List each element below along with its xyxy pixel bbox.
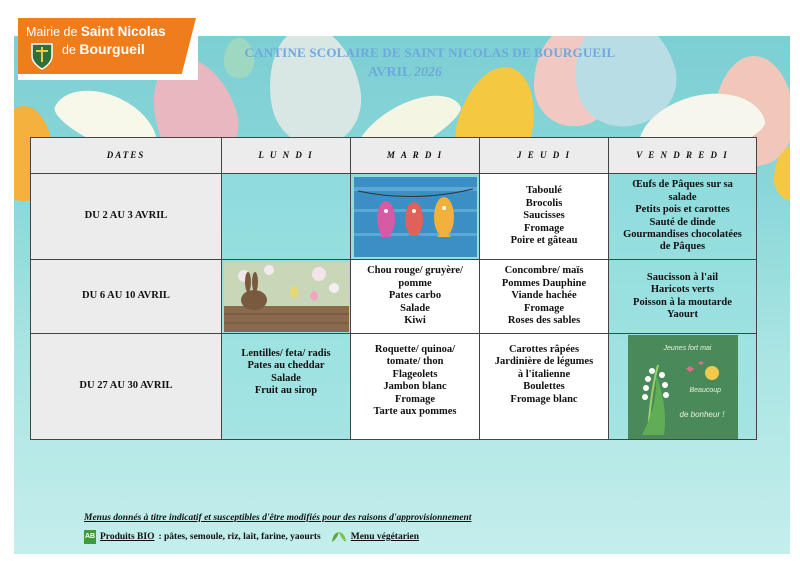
menu-line: Jardinière de légumes (494, 356, 594, 368)
town-crest-icon (30, 42, 54, 70)
menu-line: Kiwi (404, 315, 426, 327)
column-header-mardi: M A R D I (351, 138, 480, 174)
menu-cell-lundi (222, 260, 351, 334)
menu-cell-vendredi (609, 334, 757, 440)
menu-line: Concombre/ maïs (504, 265, 584, 277)
menu-line: Fromage (523, 302, 565, 314)
logo-town-name: Saint Nicolas (80, 24, 166, 39)
menu-cell-jeudi (480, 334, 609, 440)
table-header-row (31, 138, 757, 174)
menu-line: Roquette/ quinoa/ (374, 344, 456, 355)
bio-label: Produits BIO (100, 532, 155, 542)
menu-cell-lundi (222, 334, 351, 440)
card-line-1: Jeunes fort mai (663, 344, 712, 352)
menu-cell-vendredi (609, 260, 757, 334)
bio-items: : pâtes, semoule, riz, lait, farine, yaourts (158, 532, 321, 542)
menu-table (30, 137, 757, 440)
menu-line: Roses des sables (507, 315, 581, 327)
row-date: DU 6 AU 10 AVRIL (31, 260, 222, 334)
page-subtitle (200, 65, 610, 81)
mairie-logo (18, 18, 198, 80)
menu-line: Salade (400, 302, 430, 314)
menu-line: Gourmandises chocolatées (623, 228, 742, 240)
menu-line: Jambon blanc (383, 381, 447, 393)
legend (84, 530, 419, 544)
row-date: DU 27 AU 30 AVRIL (31, 334, 222, 440)
disclaimer-note: Menus donnés à titre indicatif et susceptibles d'être modifiés pour des raisons d'approvisionnement (84, 513, 472, 523)
page-title: CANTINE SCOLAIRE DE SAINT NICOLAS DE BOURGUEIL (244, 45, 616, 60)
menu-line: Poire et gâteau (510, 235, 578, 247)
leaf-icon (331, 531, 347, 543)
menu-line: salade (668, 191, 697, 203)
menu-line: Brocolis (525, 197, 563, 209)
menu-cell-vendredi (609, 174, 757, 260)
menu-cell-mardi (351, 174, 480, 260)
logo-prefix-2: de (62, 43, 80, 57)
menu-line: Flageolets (392, 368, 438, 380)
menu-line: Tarte aux pommes (373, 406, 457, 418)
column-header-lundi: L U N D I (222, 138, 351, 174)
menu-line: Haricots verts (650, 284, 715, 296)
fish-garland-picture (354, 177, 477, 257)
menu-line: Carottes râpées (508, 344, 580, 355)
menu-cell-mardi (351, 334, 480, 440)
menu-line: Œufs de Pâques sur sa (632, 179, 733, 191)
month-label: AVRIL (367, 65, 411, 80)
menu-line: Fromage blanc (510, 393, 578, 405)
menu-line: Saucisses (523, 210, 565, 222)
menu-line: Sauté de dinde (649, 216, 716, 228)
column-header-jeudi: J E U D I (480, 138, 609, 174)
menu-line: Fromage (523, 222, 565, 234)
menu-line: Lentilles/ feta/ radis (241, 348, 331, 359)
menu-line: Fruit au sirop (254, 385, 318, 397)
card-line-2: Beaucoup (689, 386, 722, 394)
table-row (31, 334, 757, 440)
menu-line: Pates carbo (388, 290, 442, 302)
vegetarian-label: Menu végétarien (350, 532, 420, 542)
rabbit-picture (224, 262, 349, 332)
menu-line: Fromage (394, 393, 436, 405)
lily-of-the-valley-card (628, 335, 738, 439)
menu-line: à l'italienne (517, 368, 571, 380)
menu-line: Saucisson à l'ail (646, 271, 719, 283)
menu-line: Salade (271, 372, 301, 384)
menu-cell-jeudi (480, 260, 609, 334)
bio-badge-icon: AB (84, 530, 96, 544)
menu-cell-jeudi (480, 174, 609, 260)
menu-line: Taboulé (526, 185, 562, 197)
menu-line: Petits pois et carottes (635, 204, 730, 216)
card-line-3: de bonheur ! (679, 409, 725, 419)
table-row (31, 260, 757, 334)
column-header-dates: DATES (31, 138, 222, 174)
menu-line: Pommes Dauphine (501, 277, 587, 289)
menu-cell-lundi (222, 174, 351, 260)
logo-town-name-2: Bourgueil (79, 41, 145, 57)
menu-line: Chou rouge/ gruyère/ (367, 265, 463, 277)
table-row (31, 174, 757, 260)
menu-line: Viande hachée (511, 290, 577, 302)
menu-line: Boulettes (523, 381, 565, 393)
menu-line: pomme (398, 277, 432, 289)
row-date: DU 2 AU 3 AVRIL (31, 174, 222, 260)
menu-cell-mardi (351, 260, 480, 334)
menu-line: Yaourt (667, 308, 698, 320)
column-header-vendredi: V E N D R E D I (609, 138, 757, 174)
logo-prefix: Mairie de (26, 25, 81, 39)
menu-line: Pates au cheddar (247, 360, 325, 372)
menu-line: de Pâques (659, 241, 706, 253)
menu-line: tomate/ thon (386, 356, 444, 368)
menu-line: Poisson à la moutarde (633, 296, 732, 308)
year-label: 2026 (414, 65, 443, 80)
